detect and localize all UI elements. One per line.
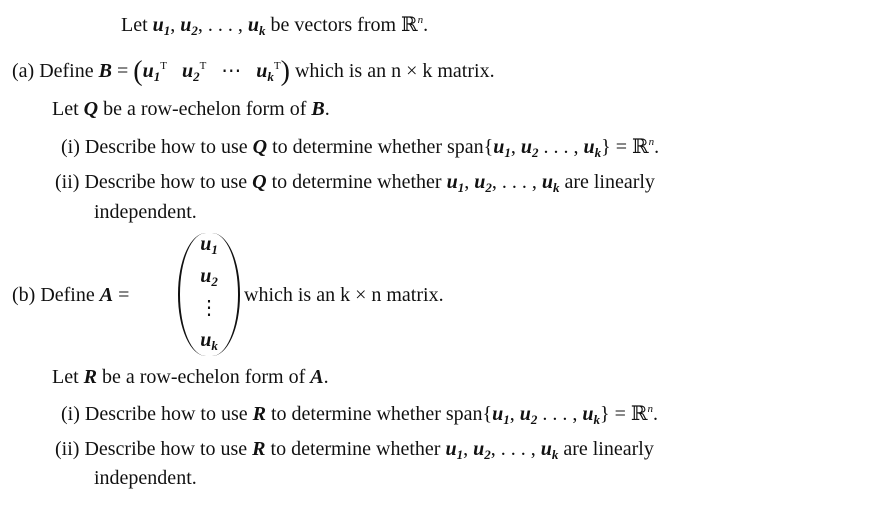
intro-text: be vectors from ℝ xyxy=(270,14,418,36)
matrix-A-column: $u_1$ $u_2$ ⋮ $u_k$ xyxy=(178,233,240,356)
part-b-define: (b) Define A = xyxy=(12,284,130,306)
intro-let: Let xyxy=(121,14,148,36)
matrix-B-symbol: B xyxy=(98,60,112,82)
part-b-letR: Let R be a row-echelon form of A. xyxy=(52,366,329,388)
vector-uk: $u_k$ xyxy=(247,14,266,38)
intro-line: Let $u_1$, $u_2$, . . . , $u_k$ be vectors from ℝ$^n$. xyxy=(121,14,429,38)
part-a-label: (a) xyxy=(12,60,35,82)
part-a-ii-cont: independent. xyxy=(94,201,197,223)
part-a-letQ: Let Q be a row-echelon form of B. xyxy=(52,98,330,120)
part-b-ii-cont: independent. xyxy=(94,467,197,489)
vector-u2: $u_2$ xyxy=(180,14,198,38)
part-a-define: (a) Define $B = (u_1^T$ $u_2^T$ ⋯ $u_k^T$) which is an n × k matrix. xyxy=(12,56,495,87)
part-a-tail: which is an n × k matrix. xyxy=(294,60,495,82)
part-b-i: (i) Describe how to use R to determine whether $span\{u_1$, $u_2$ . . . , $u_k$} = ℝ$^n$. xyxy=(61,403,659,427)
vector-u1: $u_1$ xyxy=(152,14,171,38)
part-a-i: (i) Describe how to use Q to determine whether $span\{u_1$, $u_2$ . . . , $u_k$} = ℝ$^n$. xyxy=(61,136,660,160)
part-b-tail: which is an k × n matrix. xyxy=(244,284,444,306)
part-a-ii: (ii) Describe how to use Q to determine whether $u_1$, $u_2$, . . . , $u_k$ are linearly xyxy=(55,171,655,195)
part-b-ii: (ii) Describe how to use R to determine whether $u_1$, $u_2$, . . . , $u_k$ are linearly xyxy=(55,438,654,462)
